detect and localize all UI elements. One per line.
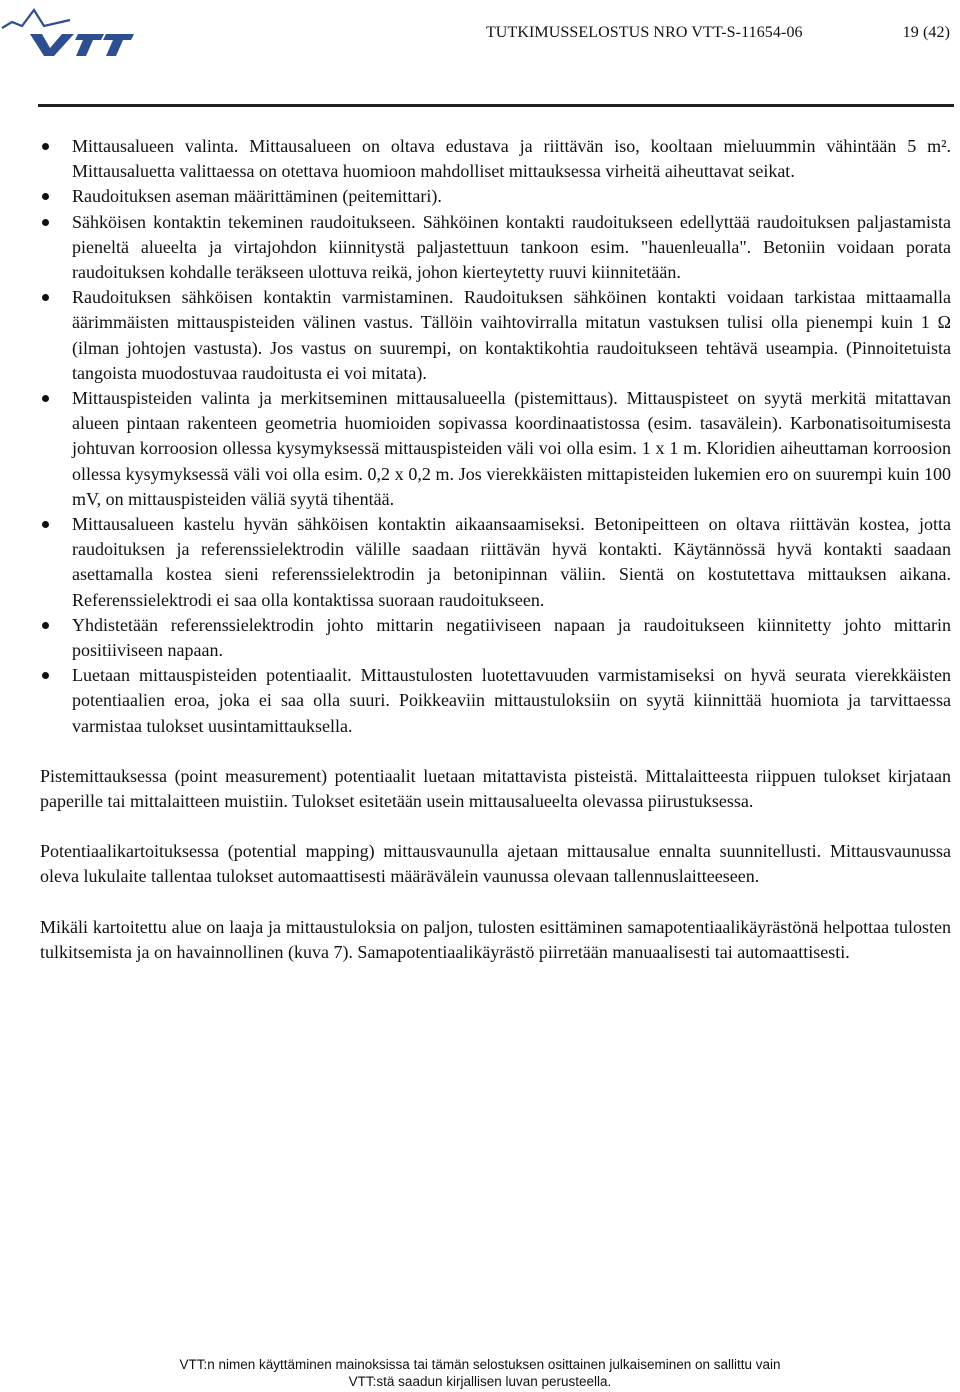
header-text [386, 24, 950, 42]
list-item: Mittauspisteiden valinta ja merkitseminen mittausalueella (pistemittaus). Mittauspisteet on syytä merkitä mitattavan alueen pintaan rakenteen geometria huomioiden sopivassa koordinaatistossa (esim. tasavälein). Karbonatisoitumisesta johtuvan korroosion ollessa kysymyksessä mittauspisteiden väli voi olla esim. 1 x 1 m. Kloridien aiheuttaman korroosion ollessa kysymyksessä väli voi olla esim. 0,2 x 0,2 m. Jos vierekkäisten mittapisteiden lukemien ero on suurempi kuin 100 mV, on mittauspisteiden väliä syytä tihentää. [40, 386, 951, 512]
procedure-list [40, 134, 951, 739]
main-content [40, 134, 951, 965]
list-item: Luetaan mittauspisteiden potentiaalit. Mittaustulosten luotettavuuden varmistamiseksi on hyvä seurata vierekkäisten potentiaalien eroa, joka ei saa olla suuri. Poikkeaviin mittaustuloksiin on syytä kiinnittää huomiota ja tarvittaessa varmistaa tulokset uusintamittauksella. [40, 663, 951, 739]
document-id: TUTKIMUSSELOSTUS NRO VTT-S-11654-06 [485, 24, 803, 41]
page-footer [0, 1356, 960, 1390]
footer-line: VTT:stä saadun kirjallisen luvan perusteella. [348, 1374, 612, 1389]
list-item: Mittausalueen kastelu hyvän sähköisen kontaktin aikaansaamiseksi. Betonipeitteen on oltava riittävän kostea, jotta raudoituksen ja referenssielektrodin välille saadaan riittävän hyvä kontakti. Käytännössä hyvä kontakti saadaan asettamalla kostea sieni referenssielektrodin ja betonipinnan väliin. Sientä on kostutettava mittauksen aikana. Referenssielektrodi ei saa olla kontaktissa suoraan raudoitukseen. [40, 512, 951, 613]
footer-line: VTT:n nimen käyttäminen mainoksissa tai tämän selostuksen osittainen julkaiseminen on sallittu vain [179, 1357, 781, 1372]
page-header [0, 0, 960, 110]
paragraph: Pistemittauksessa (point measurement) potentiaalit luetaan mitattavista pisteistä. Mittalaitteesta riippuen tulokset kirjataan paperille tai mittalaitteen muistiin. Tulokset esitetään usein mittausalueelta olevassa piirustuksessa. [40, 765, 951, 812]
vtt-logo [0, 4, 140, 56]
list-item: Sähköisen kontaktin tekeminen raudoitukseen. Sähköinen kontakti raudoitukseen edellyttää raudoituksen paljastamista pieneltä alueelta ja virtajohdon kiinnitystä paljastettuun tankoon esim. "hauenleualla". Betoniin voidaan porata raudoituksen kohdalle teräkseen ulottuva reikä, johon kierteytetty ruuvi kiinnitetään. [40, 210, 951, 286]
list-item: Mittausalueen valinta. Mittausalueen on oltava edustava ja riittävän iso, kooltaan mieluummin vähintään 5 m². Mittausaluetta valittaessa on otettava huomioon mahdolliset mittauksessa virheitä aiheuttavat seikat. [40, 134, 951, 184]
list-item: Yhdistetään referenssielektrodin johto mittarin negatiiviseen napaan ja raudoitukseen kiinnitetty johto mittarin positiiviseen napaan. [40, 613, 951, 663]
header-rule [38, 104, 954, 107]
paragraph: Mikäli kartoitettu alue on laaja ja mittaustuloksia on paljon, tulosten esittäminen samapotentiaalikäyrästönä helpottaa tulosten tulkitsemista ja on havainnollinen (kuva 7). Samapotentiaalikäyrästö piirretään manuaalisesti tai automaattisesti. [40, 916, 951, 962]
page-number: 19 (42) [902, 24, 950, 41]
paragraph: Potentiaalikartoituksessa (potential mapping) mittausvaunulla ajetaan mittausalue ennalta suunnitellusti. Mittausvaunussa oleva lukulaite tallentaa tulokset automaattisesti määrävälein vaunussa olevaan tallennuslaitteeseen. [40, 841, 951, 887]
list-item: Raudoituksen aseman määrittäminen (peitemittari). [40, 184, 951, 209]
list-item: Raudoituksen sähköisen kontaktin varmistaminen. Raudoituksen sähköinen kontakti voidaan tarkistaa mittaamalla äärimmäisten mittauspisteiden välinen vastus. Tällöin vaihtovirralla mitatun vastuksen tulisi olla pienempi kuin 1 Ω (ilman johtojen vastusta). Jos vastus on suurempi, on kontaktikohtia raudoitukseen tehtävä useampia. (Pinnoitetuista tangoista muodostuvaa raudoitusta ei voi mitata). [40, 285, 951, 386]
